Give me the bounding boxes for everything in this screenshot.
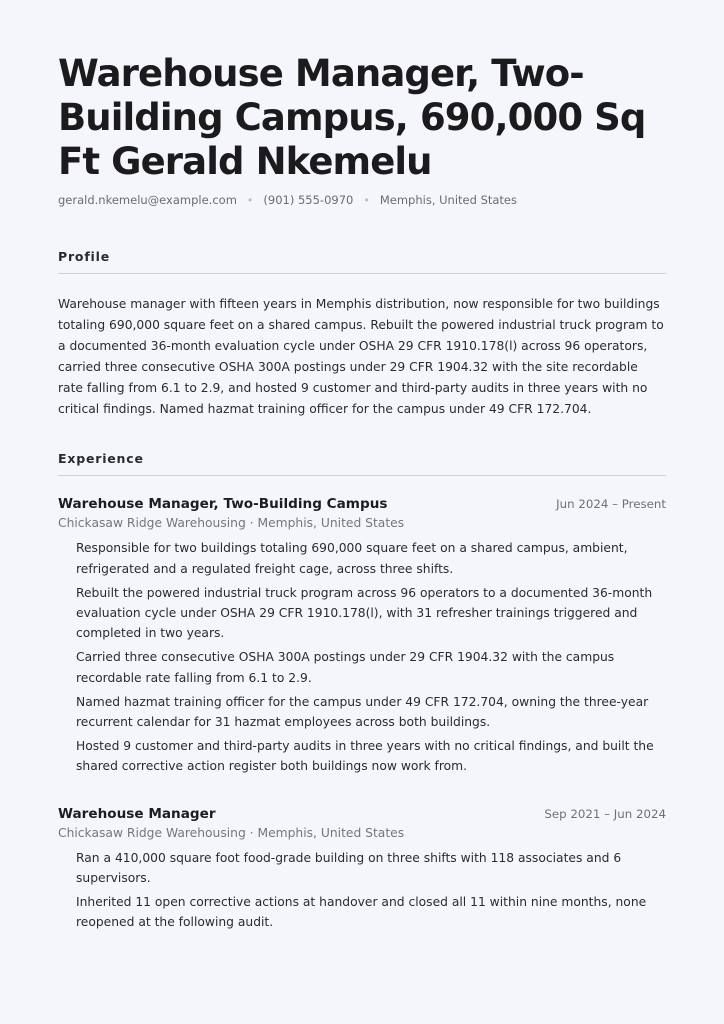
job-bullet: Carried three consecutive OSHA 300A postings under 29 CFR 1904.32 with the campus recordable rate falling from 6.1 to 2.9. bbox=[76, 650, 615, 685]
job-bullet: Ran a 410,000 square foot food-grade building on three shifts with 118 associates and 6 supervisors. bbox=[76, 850, 622, 885]
contact-line bbox=[58, 193, 666, 207]
email-text: gerald.nkemelu@example.com bbox=[58, 193, 237, 207]
separator-dot: • bbox=[363, 193, 370, 207]
job-title: Warehouse Manager, Two-Building Campus bbox=[58, 496, 388, 513]
job-header bbox=[58, 806, 666, 822]
job-bullet: Named hazmat training officer for the campus under 49 CFR 172.704, owning the three-year recurrent calendar for 31 hazmat employees across both buildings. bbox=[76, 694, 649, 730]
profile-section-heading: Profile bbox=[58, 249, 666, 274]
job-bullet: Hosted 9 customer and third-party audits in three years with no critical findings, and built the shared corrective action register both buildings now work from. bbox=[76, 739, 654, 774]
job-organization: Chickasaw Ridge Warehousing · Memphis, United States bbox=[58, 825, 405, 840]
resume-page bbox=[58, 52, 666, 936]
separator-dot: • bbox=[246, 193, 254, 207]
job-title: Warehouse Manager bbox=[58, 805, 216, 822]
job-bullet: Responsible for two buildings totaling 690,000 square feet on a shared campus, ambient, refrigerated and a regulated freight cage, across three shifts. bbox=[76, 541, 628, 576]
job-bullet-list bbox=[58, 538, 666, 776]
resume-name-heading: Warehouse Manager, Two-Building Campus, 690,000 Sq Ft Gerald Nkemelu bbox=[58, 52, 646, 183]
job-bullet: Inherited 11 open corrective actions at handover and closed all 11 within nine months, none reopened at the following audit. bbox=[76, 895, 647, 930]
job-bullet: Rebuilt the powered industrial truck program across 96 operators to a documented 36-month evaluation cycle under OSHA 29 CFR 1910.178(l), with 31 refresher trainings triggered and completed in two years. bbox=[76, 585, 653, 641]
job-organization: Chickasaw Ridge Warehousing · Memphis, United States bbox=[58, 516, 405, 531]
experience-section-heading: Experience bbox=[58, 451, 666, 476]
job-entry bbox=[58, 496, 666, 776]
job-dates: Sep 2021 – Jun 2024 bbox=[544, 806, 666, 821]
profile-summary: Warehouse manager with fifteen years in Memphis distribution, now responsible for two buildings totaling 690,000 square feet on a shared campus. Rebuilt the powered industrial truck program to a documented 36-month evaluation cycle under OSHA 29 CFR 1910.178(l) across 96 operators, carried three consecutive OSHA 300A postings under 29 CFR 1904.32 with the site recordable rate falling from 6.1 to 2.9, and hosted 9 customer and third-party audits in three years with no critical findings. Named hazmat training officer for the campus under 49 CFR 172.704. bbox=[58, 297, 664, 416]
job-entry bbox=[58, 806, 666, 933]
job-header bbox=[58, 496, 666, 512]
job-bullet-list bbox=[58, 848, 666, 933]
phone-text: (901) 555-0970 bbox=[263, 193, 354, 207]
location-text: Memphis, United States bbox=[379, 193, 518, 207]
job-dates: Jun 2024 – Present bbox=[556, 497, 666, 512]
